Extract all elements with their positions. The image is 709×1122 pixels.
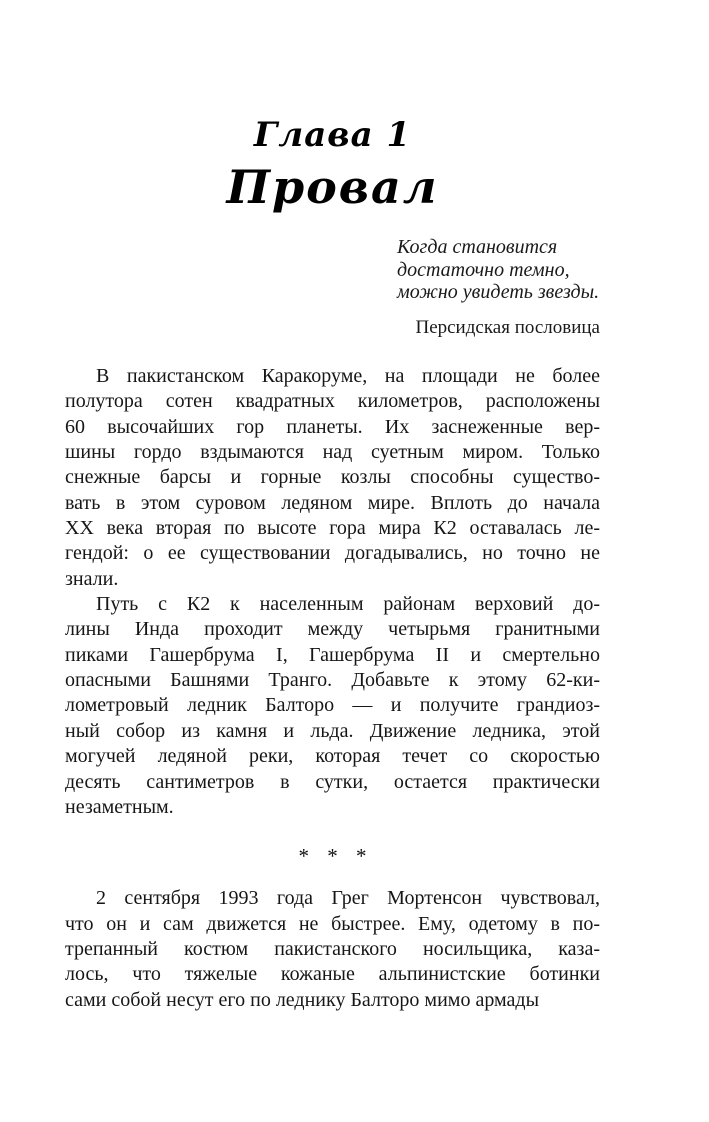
text-line: могучей ледяной реки, которая течет со скоростью [65,745,600,768]
text-line: опасными Башнями Транго. Добавьте к этому 62-ки- [65,669,600,692]
chapter-number: Глава 1 [253,115,412,155]
text-line: XX века вторая по высоте гора мира К2 оставалась ле- [65,517,600,540]
paragraph [65,592,600,820]
text-line: что он и сам движется не быстрее. Ему, одетому в по- [65,912,600,935]
text-line: лометровый ледник Балторо — и получите грандиоз- [65,694,600,717]
text-line: шины гордо вздымаются над суетным миром. Только [65,441,600,464]
text-line: 2 сентября 1993 года Грег Мортенсон чувствовал, [96,887,600,910]
epigraph-line: достаточно темно, [397,258,570,281]
text-line: сами собой несут его по леднику Балторо мимо армады [65,988,540,1011]
text-line: пиками Гашербрума I, Гашербрума II и смертельно [65,643,600,666]
chapter-heading [65,112,600,216]
epigraph-lines [397,236,600,304]
chapter-title: Провал [226,160,439,214]
section-separator: * * * [298,844,367,869]
paragraph [65,364,600,592]
text-line: трепанный костюм пакистанского носильщика, каза- [65,937,600,960]
epigraph [397,236,600,340]
epigraph-line: можно увидеть звезды. [397,281,600,303]
text-line: вать в этом суровом ледяном мире. Вплоть до начала [65,491,600,514]
body-text [65,364,600,1013]
text-line: лось, что тяжелые кожаные альпинистские ботинки [65,963,600,986]
text-line: знали. [65,567,119,590]
text-line: 60 высочайших гор планеты. Их заснеженные вер- [65,415,600,438]
text-line: ный собор из камня и льда. Движение ледника, этой [65,719,600,742]
epigraph-attribution: Персидская пословица [415,316,600,338]
text-line: снежные барсы и горные козлы способны существо- [65,466,600,489]
text-line: гендой: о ее существовании догадывались, но точно не [65,542,600,565]
text-line: незаметным. [65,795,174,818]
text-line: Путь с К2 к населенным районам верховий до- [96,593,600,616]
text-line: лины Инда проходит между четырьмя гранитными [65,618,600,641]
text-line: десять сантиметров в сутки, остается практически [65,770,600,793]
text-line: В пакистанском Каракоруме, на площади не более [96,365,600,387]
paragraph [65,886,600,1013]
epigraph-line: Когда становится [397,236,558,258]
text-line: полутора сотен квадратных километров, расположены [65,390,600,413]
